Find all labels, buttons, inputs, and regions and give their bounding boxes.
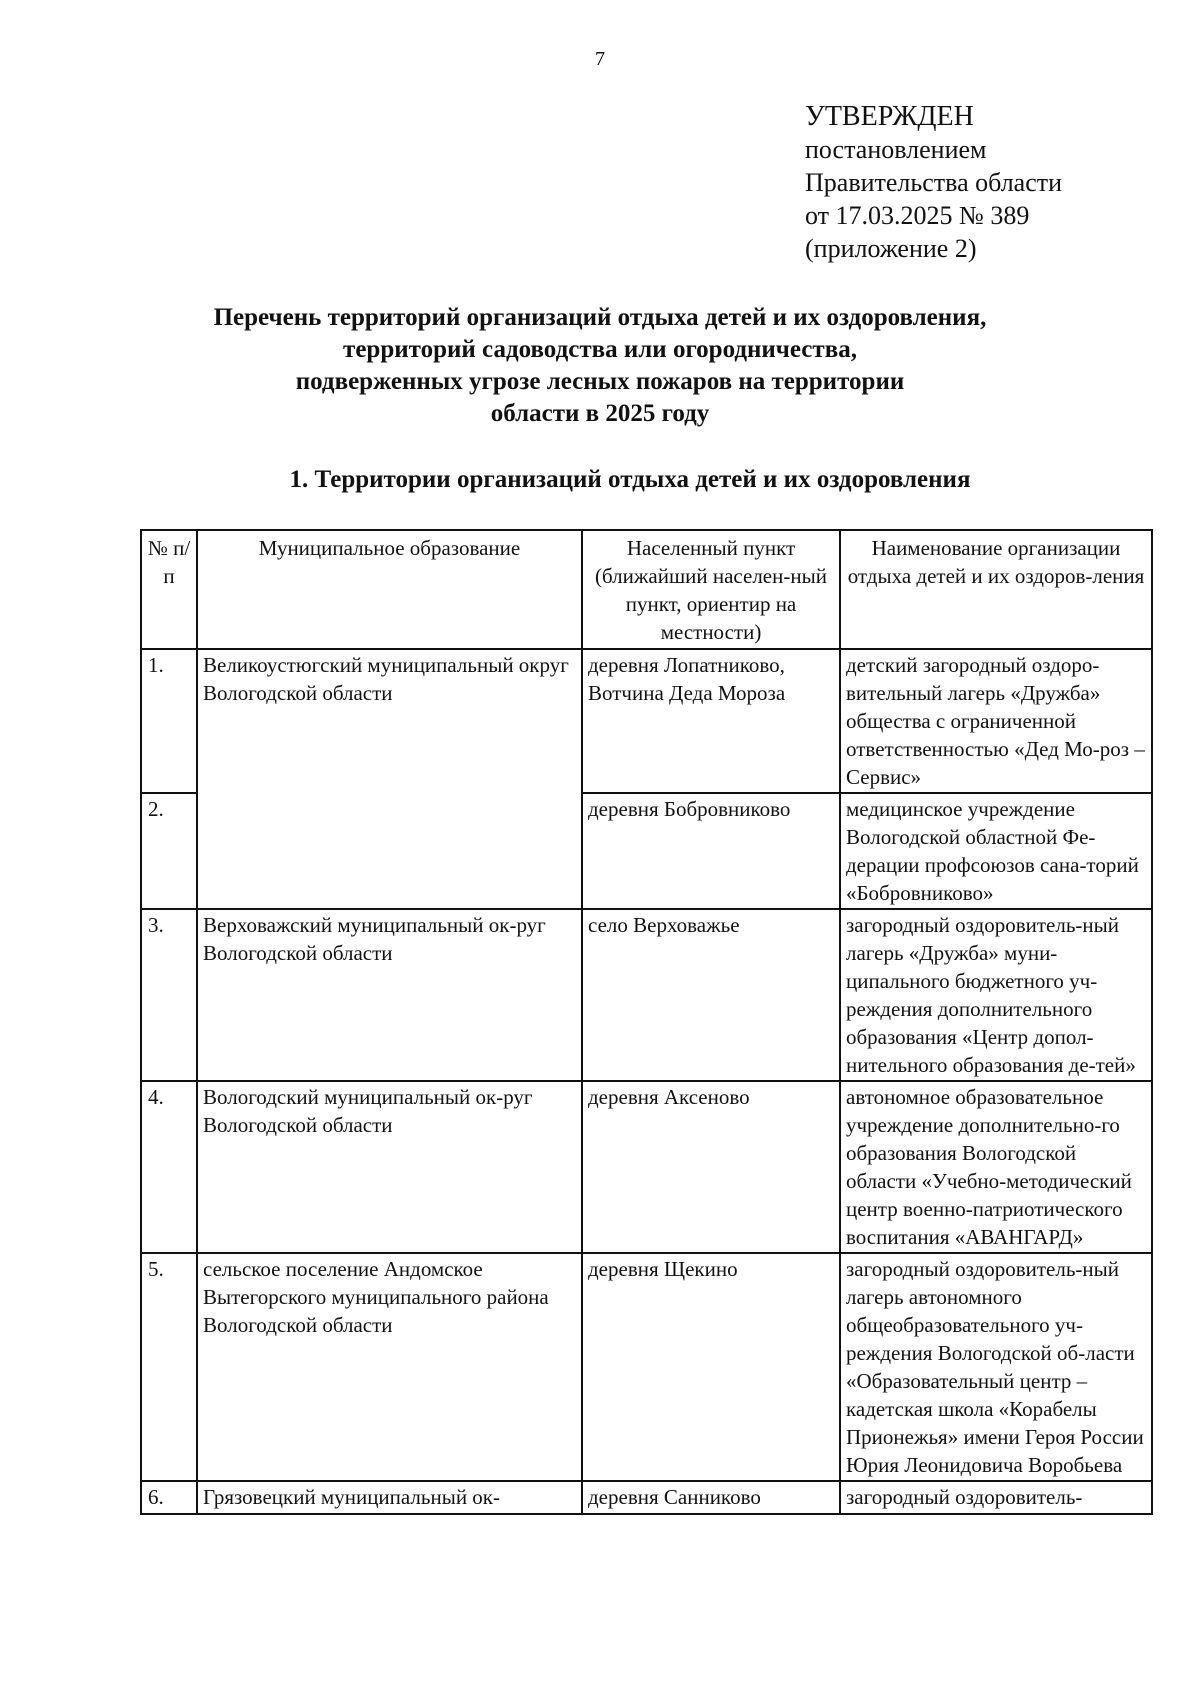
- row-municipality: Грязовецкий муниципальный ок-: [197, 1481, 582, 1514]
- table-row: [141, 649, 1152, 793]
- row-num: 6.: [141, 1481, 197, 1514]
- approval-block: [805, 100, 1062, 265]
- table-header-row: [141, 530, 1152, 649]
- row-municipality: сельское поселение Андомское Вытегорского муниципального района Вологодской области: [197, 1253, 582, 1481]
- row-num: 3.: [141, 909, 197, 1081]
- title-line: области в 2025 году: [490, 400, 710, 427]
- approval-line: от 17.03.2025 № 389: [805, 201, 1030, 230]
- table-row: [141, 1253, 1152, 1481]
- row-num: 4.: [141, 1081, 197, 1253]
- table-row: [141, 1481, 1152, 1514]
- header-settlement: Населенный пункт (ближайший населен-ный пункт, ориентир на местности): [582, 530, 840, 649]
- row-municipality: Верховажский муниципальный ок-руг Вологодской области: [197, 909, 582, 1081]
- row-municipality: Великоустюгский муниципальный округ Вологодской области: [197, 649, 582, 909]
- row-settlement: село Верховажье: [582, 909, 840, 1081]
- approval-line: Правительства области: [805, 168, 1063, 197]
- row-num: 5.: [141, 1253, 197, 1481]
- row-organization: загородный оздоровитель-ный лагерь «Дружба» муни-ципального бюджетного уч-реждения дополнительного образования «Центр допол-нительного образования де-тей»: [840, 909, 1152, 1081]
- title-line: территорий садоводства или огородничества,: [343, 336, 857, 363]
- approval-line: постановлением: [805, 135, 987, 164]
- row-organization: загородный оздоровитель-: [840, 1481, 1152, 1514]
- row-organization: автономное образовательное учреждение дополнительно-го образования Вологодской области «Учебно-методический центр военно-патриотического воспитания «АВАНГАРД»: [840, 1081, 1152, 1253]
- title-line: подверженных угрозе лесных пожаров на территории: [295, 368, 905, 395]
- row-organization: детский загородный оздоро-вительный лагерь «Дружба» общества с ограниченной ответственностью «Дед Мо-роз – Сервис»: [840, 649, 1152, 793]
- row-settlement: деревня Санниково: [582, 1481, 840, 1514]
- row-organization: медицинское учреждение Вологодской областной Фе-дерации профсоюзов сана-торий «Бобровниково»: [840, 793, 1152, 909]
- row-municipality: Вологодский муниципальный ок-руг Вологодской области: [197, 1081, 582, 1253]
- document-title: [100, 302, 1100, 430]
- row-num: 2.: [141, 793, 197, 909]
- row-num: 1.: [141, 649, 197, 793]
- row-settlement: деревня Аксеново: [582, 1081, 840, 1253]
- title-line: Перечень территорий организаций отдыха детей и их оздоровления,: [213, 304, 987, 331]
- approval-stamp: УТВЕРЖДЕН: [805, 101, 974, 132]
- header-num: № п/п: [141, 530, 197, 649]
- header-organization: Наименование организации отдыха детей и их оздоров-ления: [840, 530, 1152, 649]
- row-settlement: деревня Лопатниково, Вотчина Деда Мороза: [582, 649, 840, 793]
- row-settlement: деревня Щекино: [582, 1253, 840, 1481]
- row-settlement: деревня Бобровниково: [582, 793, 840, 909]
- page-number: 7: [595, 48, 605, 70]
- header-municipality: Муниципальное образование: [197, 530, 582, 649]
- organizations-table: [140, 529, 1153, 1515]
- row-organization: загородный оздоровитель-ный лагерь автономного общеобразовательного уч-реждения Вологодской об-ласти «Образовательный центр – кадетская школа «Корабелы Прионежья» имени Героя России Юрия Леонидовича Воробьева: [840, 1253, 1152, 1481]
- section-title: 1. Территории организаций отдыха детей и их оздоровления: [289, 466, 971, 493]
- table-row: [141, 909, 1152, 1081]
- table-row: [141, 1081, 1152, 1253]
- approval-line: (приложение 2): [805, 234, 977, 263]
